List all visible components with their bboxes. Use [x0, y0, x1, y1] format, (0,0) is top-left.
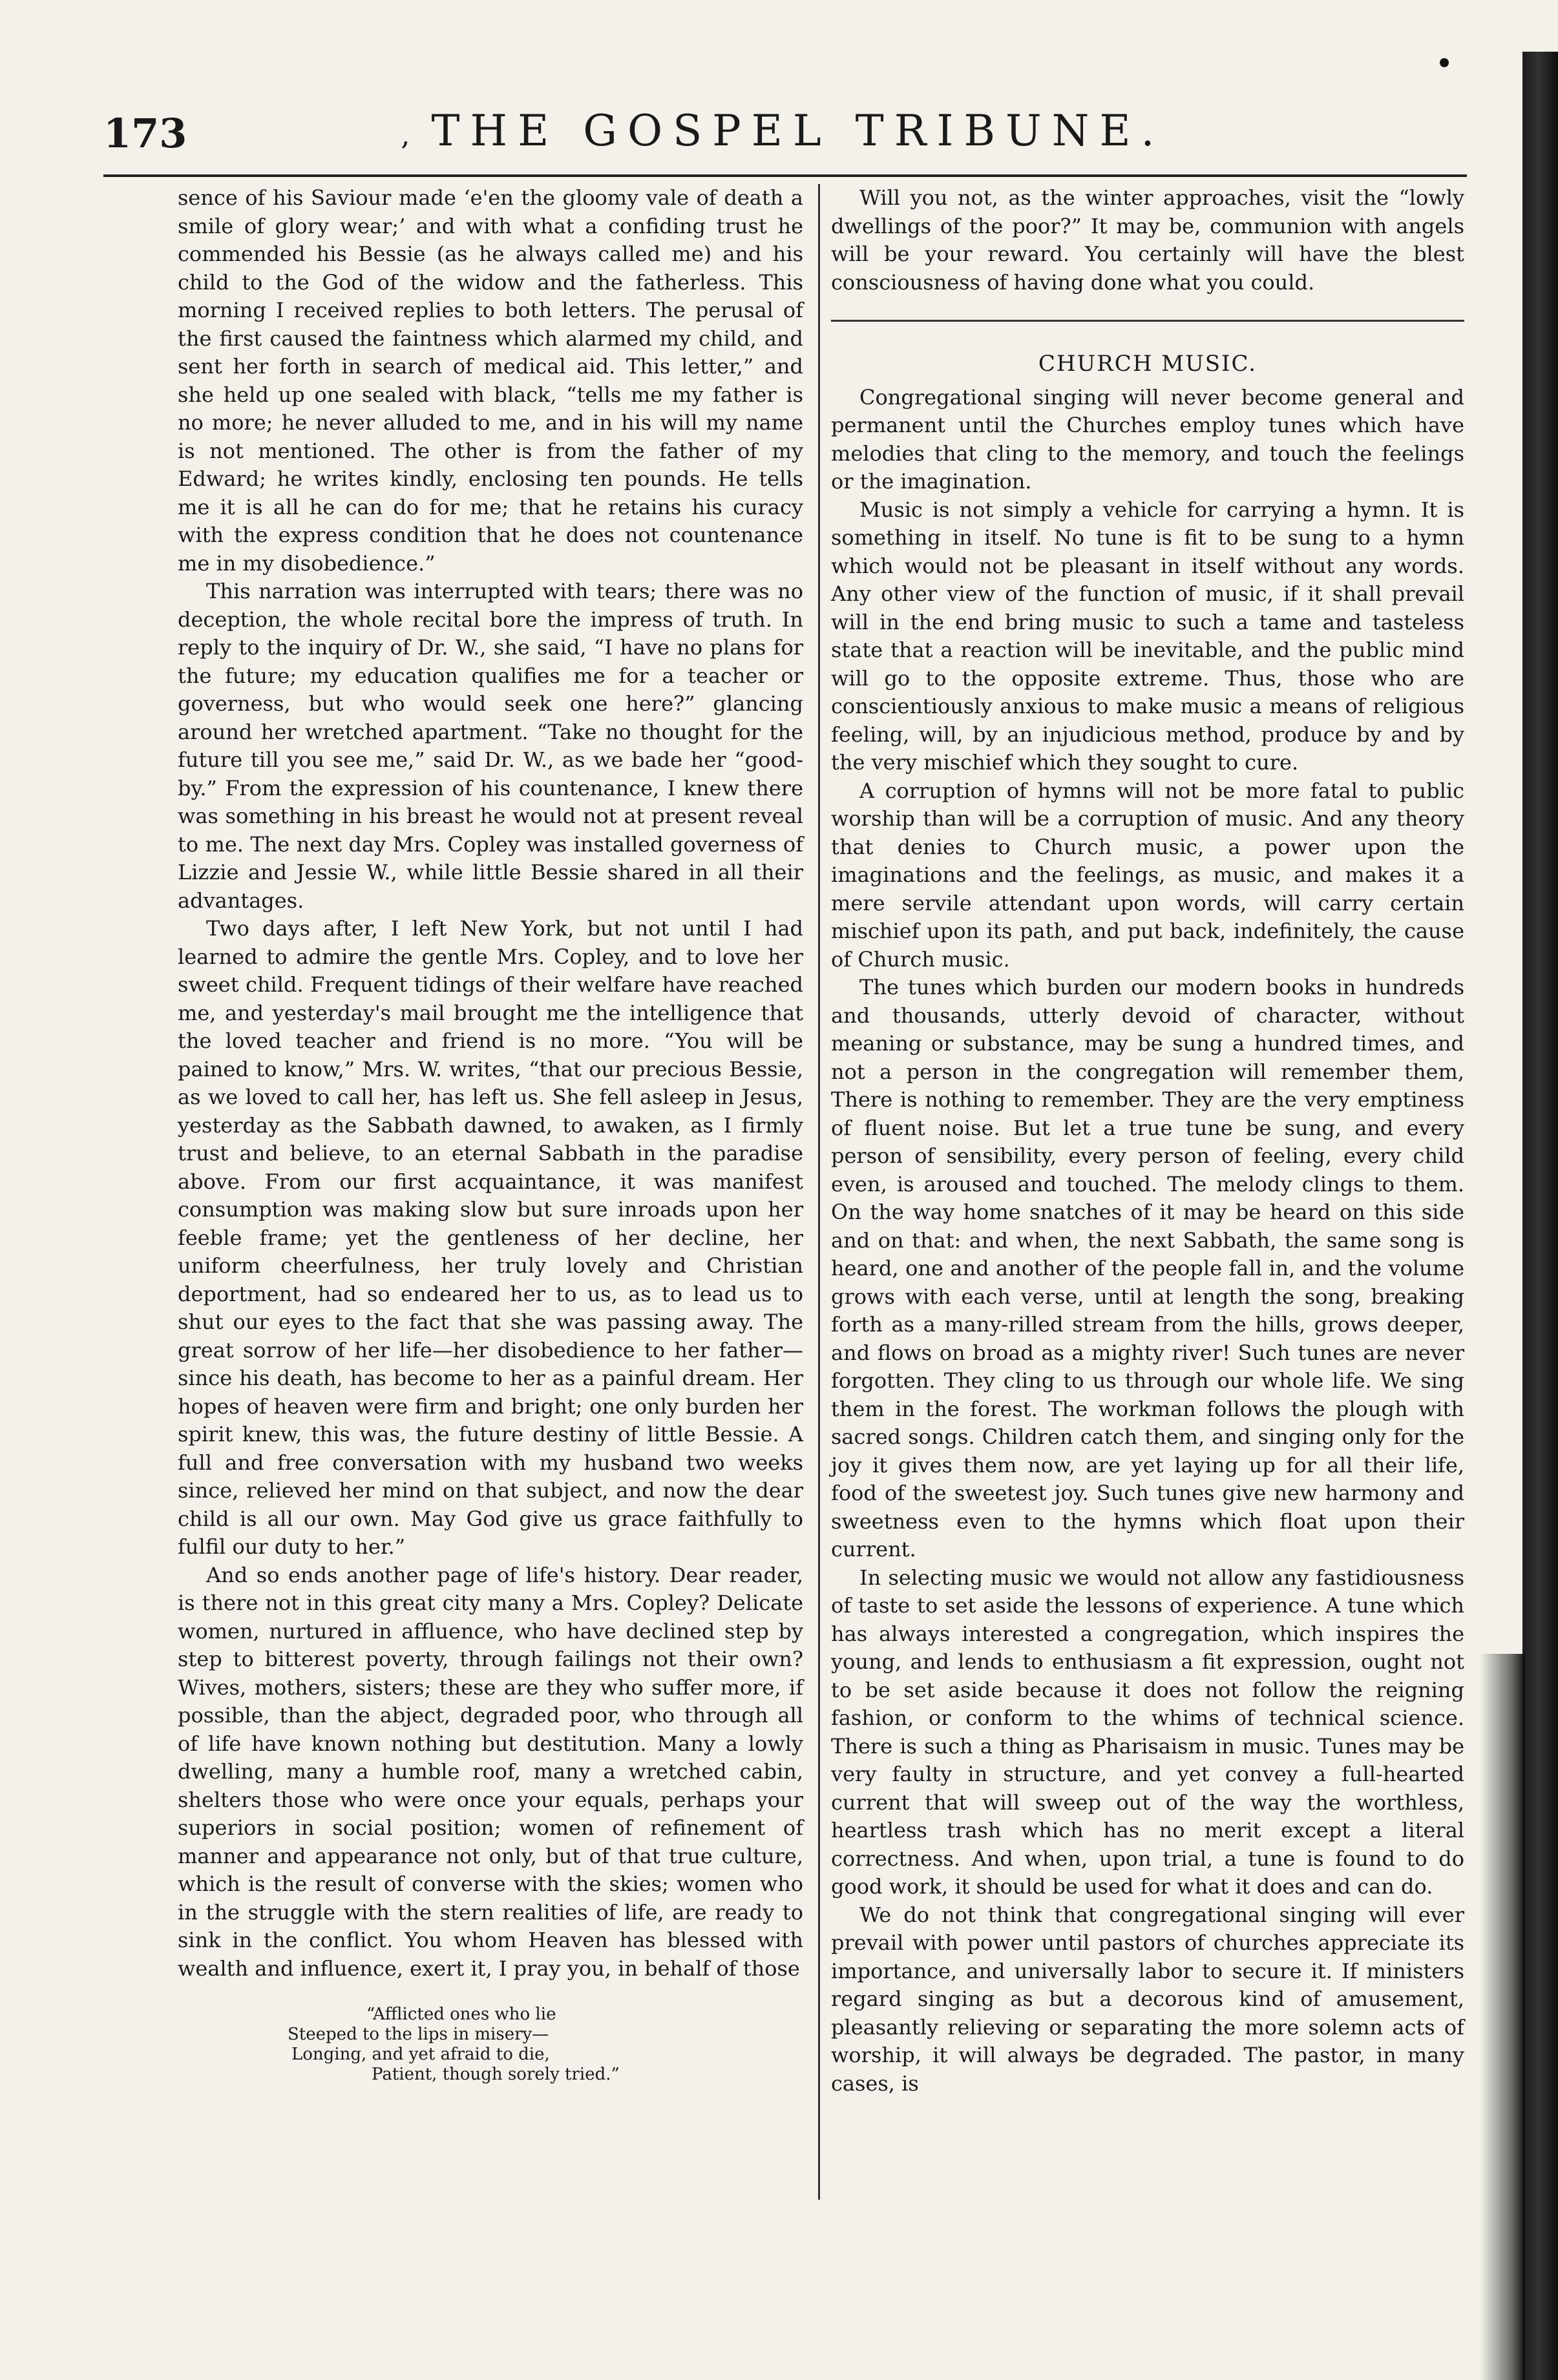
header-rule	[103, 174, 1467, 177]
header-mark: ‚	[401, 119, 410, 152]
right-paragraph-5: In selecting music we would not allow any fastidiousness of taste to set aside the lessons of experience. A tune which has always interested a congregation, which inspires the young, and lends to enthusiasm a fit expression, ought not to be set aside because it does not follow the reigning fashion, or conform to the whims of technical science. There is such a thing as Pharisaism in music. Tunes may be very faulty in structure, and yet convey a full-hearted current that will sweep out of the way the worthless, heartless trash which has no merit except a literal correctness. And when, upon trial, a tune is found to do good work, it should be used for what it does and can do.	[831, 1565, 1464, 1899]
left-column	[178, 184, 803, 2085]
ink-dot	[1440, 58, 1449, 67]
right-intro-paragraph: Will you not, as the winter approaches, visit the “lowly dwellings of the poor?” It may be, communion with angels will be your reward. You certainly will have the blest consciousness of having done what you could.	[831, 185, 1464, 295]
verse-line-1: “Afflicted ones who lie	[366, 2005, 556, 2024]
left-paragraph-3: Two days after, I left New York, but not until I had learned to admire the gentle Mrs. Copley, and to love her sweet child. Frequent tidings of their welfare have reached me, and yesterday's mail brought me the intelligence that the loved teacher and friend is no more. “You will be pained to know,” Mrs. W. writes, “that our precious Bessie, as we loved to call her, has left us. She fell asleep in Jesus, yesterday as the Sabbath dawned, to awaken, as I firmly trust and believe, to an eternal Sabbath in the paradise above. From our first acquaintance, it was manifest consumption was making slow but sure inroads upon her feeble frame; yet the gentleness of her decline, her uniform cheerfulness, her truly lovely and Christian deportment, had so endeared her to us, as to lead us to shut our eyes to the fact that she was passing away. The great sorrow of her life—her disobedience to her father—since his death, has become to her as a painful dream. Her hopes of heaven were firm and bright; one only burden her spirit knew, this was, the future destiny of little Bessie. A full and free conversation with my husband two weeks since, relieved her mind on that subject, and now the dear child is all our own. May God give us grace faithfully to fulfil our duty to her.”	[178, 916, 803, 1559]
publication-title: THE GOSPEL TRIBUNE.	[431, 106, 1165, 156]
right-paragraph-1: Congregational singing will never become general and permanent until the Churches employ tunes which have melodies that cling to the memory, and touch the feelings or the imagination.	[831, 384, 1464, 494]
scan-edge-shadow	[1522, 52, 1558, 2380]
page-header	[103, 97, 1493, 168]
right-paragraph-6: We do not think that congregational singing will ever prevail with power until pastors of churches appreciate its importance, and universally labor to secure it. If ministers regard singing as but a decorous kind of amusement, pleasantly relieving or separating the more solemn acts of worship, it will always be degraded. The pastor, in many cases, is	[831, 1902, 1464, 2096]
section-rule	[831, 320, 1464, 322]
column-divider	[818, 184, 820, 2200]
scan-edge-shadow-lower	[1480, 1654, 1525, 2380]
right-column	[831, 184, 1464, 2098]
verse-line-2: Steeped to the lips in misery—	[288, 2025, 549, 2044]
verse-quote	[288, 2005, 803, 2085]
left-paragraph-1: sence of his Saviour made ‘e'en the gloomy vale of death a smile of glory wear;’ and with what a confiding trust he commended his Bessie (as he always called me) and his child to the God of the widow and the fatherless. This morning I received replies to both letters. The perusal of the first caused the faintness which alarmed my child, and sent her forth in search of medical aid. This letter,” and she held up one sealed with black, “tells me my father is no more; he never alluded to me, and in his will my name is not mentioned. The other is from the father of my Edward; he writes kindly, enclosing ten pounds. He tells me it is all he can do for me; that he retains his curacy with the express condition that he does not countenance me in my disobedience.”	[178, 185, 803, 576]
section-heading: CHURCH MUSIC.	[1038, 351, 1258, 377]
verse-line-4: Patient, though sorely tried.”	[372, 2065, 620, 2084]
right-paragraph-2: Music is not simply a vehicle for carrying a hymn. It is something in itself. No tune is fit to be sung to a hymn which would not be pleasant in itself without any words. Any other view of the function of music, if it shall prevail will in the end bring music to such a tame and tasteless state that a reaction will be inevitable, and the public mind will go to the opposite extreme. Thus, those who are conscientiously anxious to make music a means of religious feeling, will, by an injudicious method, produce by and by the very mischief which they sought to cure.	[831, 497, 1464, 775]
left-paragraph-2: This narration was interrupted with tears; there was no deception, the whole recital bore the impress of truth. In reply to the inquiry of Dr. W., she said, “I have no plans for the future; my education qualifies me for a teacher or governess, but who would seek one here?” glancing around her wretched apartment. “Take no thought for the future till you see me,” said Dr. W., as we bade her “good-by.” From the expression of his countenance, I knew there was something in his breast he would not at present reveal to me. The next day Mrs. Copley was installed governess of Lizzie and Jessie W., while little Bessie shared in all their advantages.	[178, 579, 803, 913]
verse-line-3: Longing, and yet afraid to die,	[291, 2045, 550, 2064]
right-paragraph-3: A corruption of hymns will not be more fatal to public worship than will be a corruption of music. And any theory that denies to Church music, a power upon the imaginations and the feelings, as music, and makes it a mere servile attendant upon words, will carry certain mischief upon its path, and put back, indefinitely, the cause of Church music.	[831, 778, 1464, 972]
right-paragraph-4: The tunes which burden our modern books in hundreds and thousands, utterly devoid of character, without meaning or substance, may be sung a hundred times, and not a person in the congregation will remember them, There is nothing to remember. They are the very emptiness of fluent noise. But let a true tune be sung, and every person of sensibility, every person of feeling, every child even, is aroused and touched. The melody clings to them. On the way home snatches of it may be heard on this side and on that: and when, the next Sabbath, the same song is heard, one and another of the people fall in, and the volume grows with each verse, until at length the song, breaking forth as a many-rilled stream from the hills, grows deeper, and flows on broad as a mighty river! Such tunes are never forgotten. They cling to us through our whole life. We sing them in the forest. The workman follows the plough with sacred songs. Children catch them, and singing only for the joy it gives them now, are yet laying up for all their life, food of the sweetest joy. Such tunes give new harmony and sweetness even to the hymns which float upon their current.	[831, 975, 1464, 1561]
page-number: 173	[103, 110, 187, 157]
left-paragraph-4: And so ends another page of life's history. Dear reader, is there not in this great city many a Mrs. Copley? Delicate women, nurtured in affluence, who have declined step by step to bitterest poverty, through failings not their own? Wives, mothers, sisters; these are they who suffer more, if possible, than the abject, degraded poor, who through all of life have known nothing but destitution. Many a lowly dwelling, many a humble roof, many a wretched cabin, shelters those who were once your equals, perhaps your superiors in social position; women of refinement of manner and appearance not only, but of that true culture, which is the result of converse with the skies; women who in the struggle with the stern realities of life, are ready to sink in the conflict. You whom Heaven has blessed with wealth and influence, exert it, I pray you, in behalf of those	[178, 1562, 803, 1981]
